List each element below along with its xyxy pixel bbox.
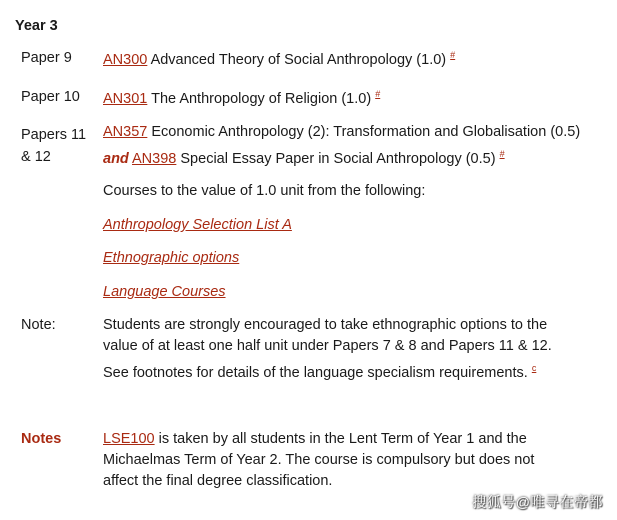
papers-11-label-line2: & 12: [21, 149, 51, 165]
ethnographic-options-row: [103, 248, 603, 269]
note-footnote-line: [103, 363, 603, 384]
an398-title: Special Essay Paper in Social Anthropology (0.5): [176, 151, 500, 167]
anthropology-selection-list-a-link[interactable]: Anthropology Selection List A: [103, 217, 292, 233]
paper-9-label: Paper 9: [21, 50, 72, 66]
courses-value-text: Courses to the value of 1.0 unit from the following:: [103, 183, 426, 199]
papers-11-12-label: [21, 124, 99, 168]
selection-list-a-row: [103, 215, 603, 236]
lse100-description: is taken by all students in the Lent Term of Year 1 and the Michaelmas Term of Year 2. The course is compulsory but does not affect the final degree classification.: [103, 431, 535, 489]
papers-11-12-content: [103, 119, 603, 173]
note-text: Students are strongly encouraged to take ethnographic options to the value of at least one half unit under Papers 7 & 8 and Papers 11 & 12.: [103, 317, 552, 354]
footnote-hash-link[interactable]: #: [499, 149, 505, 160]
footnote-hash-link[interactable]: #: [375, 89, 381, 100]
course-link-an300[interactable]: AN300: [103, 52, 148, 68]
footnote-c-link[interactable]: c: [531, 363, 537, 374]
footnote-hash-link[interactable]: #: [450, 50, 456, 61]
paper-9-content: [103, 50, 603, 71]
watermark-text: 搜狐号@唯寻在帝都: [472, 494, 603, 510]
course-link-lse100[interactable]: LSE100: [103, 431, 155, 447]
notes-content: [103, 429, 573, 492]
course-link-an301[interactable]: AN301: [103, 91, 148, 107]
language-courses-row: [103, 282, 603, 303]
notes-label: Notes: [21, 431, 62, 447]
ethnographic-options-link[interactable]: Ethnographic options: [103, 250, 240, 266]
note-label: Note:: [21, 317, 56, 333]
paper-10-content: [103, 89, 603, 110]
course-link-an357[interactable]: AN357: [103, 124, 148, 140]
year-heading: Year 3: [15, 18, 58, 34]
papers-11-label-line1: Papers 11: [21, 127, 87, 143]
paper-10-title: The Anthropology of Religion (1.0): [147, 91, 376, 107]
language-specialism-text: See footnotes for details of the language specialism requirements.: [103, 365, 532, 381]
and-connector: and: [103, 151, 129, 167]
an357-title: Economic Anthropology (2): Transformation and Globalisation (0.5): [147, 124, 581, 140]
language-courses-link[interactable]: Language Courses: [103, 284, 226, 300]
paper-9-title: Advanced Theory of Social Anthropology (1.0): [147, 52, 451, 68]
paper-10-label: Paper 10: [21, 89, 80, 105]
course-link-an398[interactable]: AN398: [132, 151, 177, 167]
